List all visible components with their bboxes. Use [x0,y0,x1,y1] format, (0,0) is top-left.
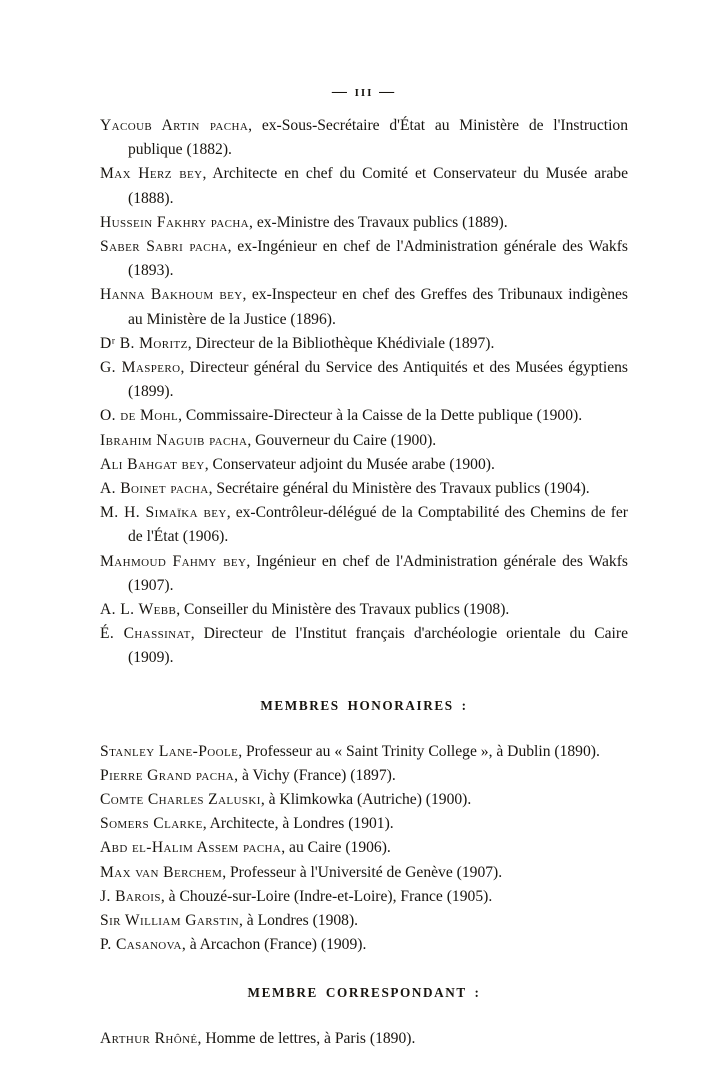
member-entry [100,1027,628,1051]
member-name: A. L. Webb [100,601,177,619]
member-entry [100,885,628,909]
member-name: Arthur Rhôné [100,1029,198,1047]
member-entry [100,356,628,404]
member-name: P. Casanova [100,936,182,954]
member-description: , Ingénieur en chef de l'Administration générale des Wakfs (1907). [128,552,628,594]
member-entry [100,836,628,860]
member-name: Hussein Fakhry pacha [100,213,250,231]
section-heading: MEMBRES HONORAIRES : [260,697,468,713]
section-entries [100,1027,628,1051]
member-entry [100,114,628,162]
member-description: , à Vichy (France) (1897). [234,766,396,784]
member-description: , Architecte, à Londres (1901). [202,815,394,833]
member-name: Somers Clarke [100,815,203,833]
member-entry [100,332,628,356]
member-entry [100,764,628,788]
scanned-book-page [100,84,628,1051]
member-name: O. de Mohl [100,407,179,425]
member-name: É. Chassinat [100,625,191,643]
member-description: , Conservateur adjoint du Musée arabe (1900). [204,455,495,473]
member-section [100,698,628,958]
member-entry [100,598,628,622]
member-description: , à Londres (1908). [238,912,359,930]
member-name: Stanley Lane-Poole [100,742,239,760]
member-description: , ex-Inspecteur en chef des Greffes des Tribunaux indigènes au Ministère de la Justice (1896). [128,286,628,328]
member-list [100,114,628,1051]
member-name: Dʳ B. Moritz [100,334,188,352]
member-section [100,985,628,1051]
member-entry [100,933,628,957]
member-name: Max van Berchem [100,863,223,881]
section-heading: MEMBRE CORRESPONDANT : [247,984,481,1000]
member-description: , ex-Sous-Secrétaire d'État au Ministère de l'Instruction publique (1882). [128,117,628,159]
member-entry [100,429,628,453]
member-description: , Directeur de l'Institut français d'archéologie orientale du Caire (1909). [128,625,628,667]
member-description: , à Chouzé-sur-Loire (Indre-et-Loire), France (1905). [160,887,493,905]
member-name: Mahmoud Fahmy bey [100,552,247,570]
member-entry [100,453,628,477]
section-entries [100,114,628,671]
member-entry [100,550,628,598]
member-name: Saber Sabri pacha [100,238,228,256]
member-entry [100,909,628,933]
member-entry [100,477,628,501]
member-entry [100,162,628,210]
member-description: , Commissaire-Directeur à la Caisse de la Dette publique (1900). [178,407,583,425]
member-description: , Conseiller du Ministère des Travaux publics (1908). [176,601,510,619]
member-description: , ex-Ingénieur en chef de l'Administration générale des Wakfs (1893). [128,238,628,280]
member-entry [100,788,628,812]
member-name: M. H. Simaïka bey [100,504,227,522]
member-description: , ex-Ministre des Travaux publics (1889). [249,213,508,231]
member-entry [100,740,628,764]
member-name: Pierre Grand pacha [100,766,235,784]
member-description: , à Arcachon (France) (1909). [181,936,367,954]
member-entry [100,861,628,885]
member-entry [100,501,628,549]
member-description: , au Caire (1906). [281,839,391,857]
member-entry [100,211,628,235]
member-name: Comte Charles Zaluski [100,791,261,809]
member-name: Abd el-Halim Assem pacha [100,839,282,857]
member-name: Ibrahim Naguib pacha [100,431,248,449]
member-description: , Directeur général du Service des Antiquités et des Musées égyptiens (1899). [128,359,628,401]
member-description: , Homme de lettres, à Paris (1890). [197,1029,416,1047]
member-description: , à Klimkowka (Autriche) (1900). [260,791,472,809]
member-section [100,114,628,671]
member-name: A. Boinet pacha [100,480,209,498]
member-entry [100,404,628,428]
member-name: G. Maspero [100,359,181,377]
member-description: , ex-Contrôleur-délégué de la Comptabilité des Chemins de fer de l'État (1906). [128,504,628,546]
member-description: , Secrétaire général du Ministère des Travaux publics (1904). [208,480,590,498]
member-name: Yacoub Artin pacha [100,117,249,134]
member-description: , Professeur au « Saint Trinity College », à Dublin (1890). [238,742,600,760]
member-name: J. Barois [100,887,161,905]
page-number: — iii — [331,84,397,100]
member-description: , Gouverneur du Caire (1900). [247,431,437,449]
member-entry [100,283,628,331]
member-name: Max Herz bey [100,165,203,183]
member-name: Ali Bahgat bey [100,455,205,473]
member-name: Sir William Garstin [100,912,239,930]
member-entry [100,622,628,670]
member-entry [100,235,628,283]
member-description: , Directeur de la Bibliothèque Khédiviale (1897). [187,334,495,352]
section-entries [100,740,628,958]
member-description: , Architecte en chef du Comité et Conservateur du Musée arabe (1888). [128,165,628,207]
member-description: , Professeur à l'Université de Genève (1907). [222,863,503,881]
member-name: Hanna Bakhoum bey [100,286,243,304]
member-entry [100,812,628,836]
